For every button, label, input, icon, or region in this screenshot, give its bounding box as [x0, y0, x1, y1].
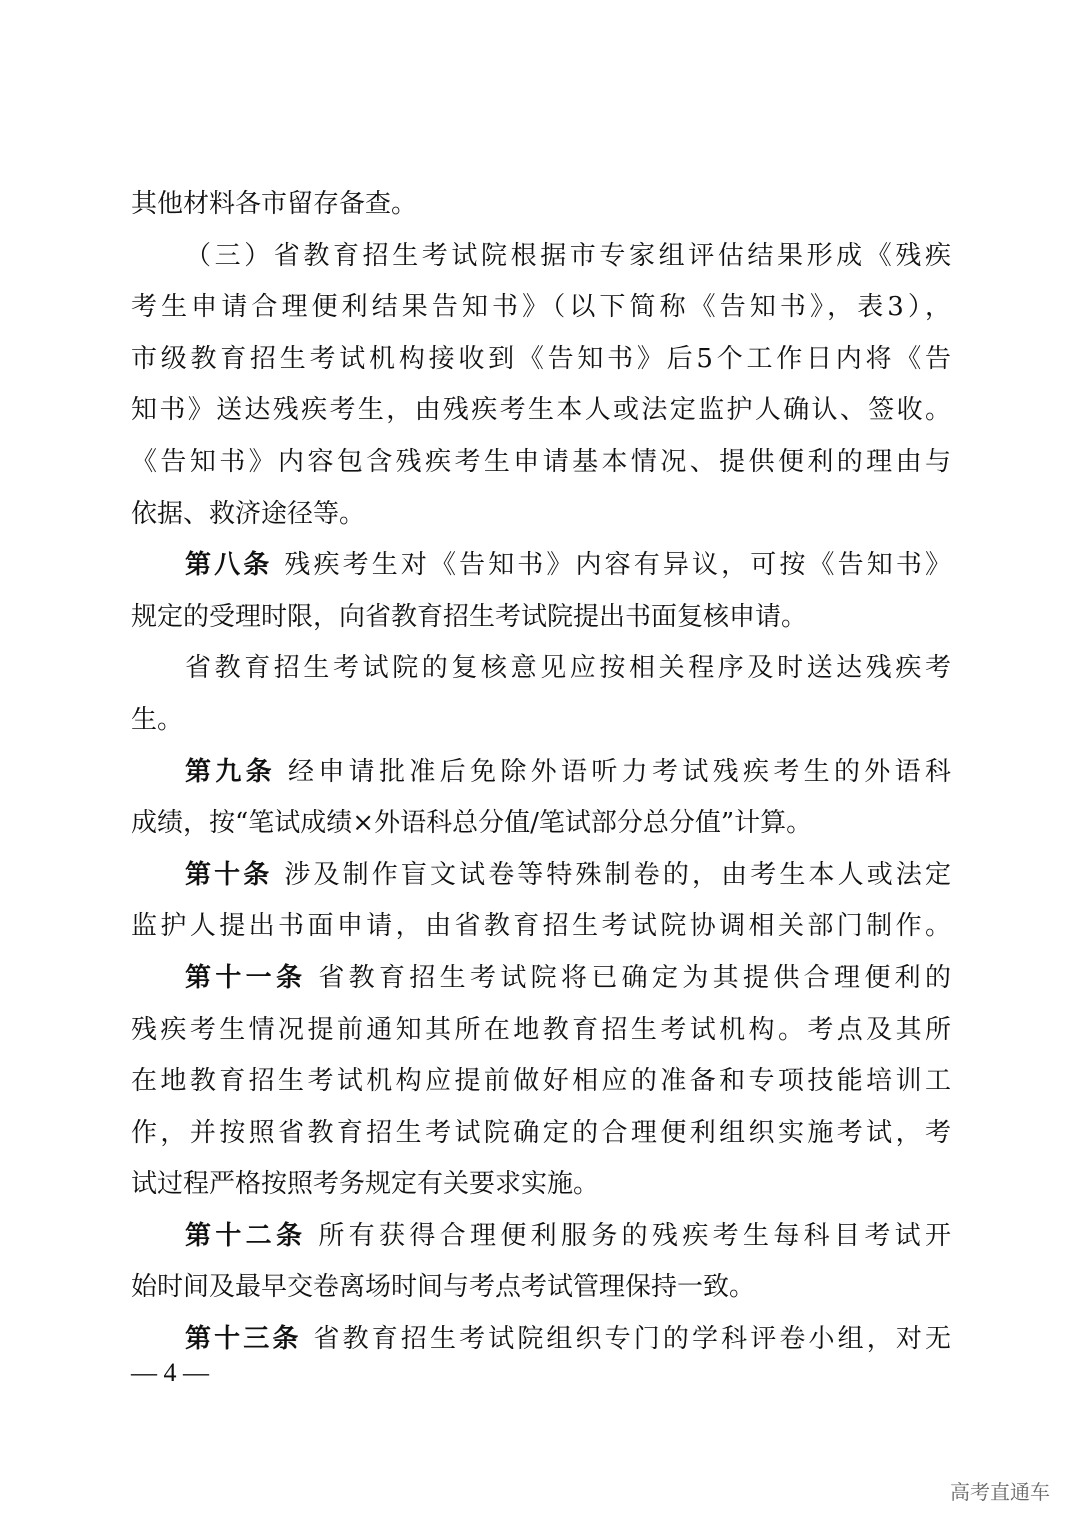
page-number: — 4 —: [131, 1358, 209, 1387]
text-line: [131, 850, 951, 902]
line-text: 涉及制作盲文试卷等特殊制卷的，由考生本人或法定: [284, 859, 951, 890]
text-line: [131, 1211, 951, 1263]
text-line: [131, 540, 951, 592]
line-text: 始时间及最早交卷离场时间与考点考试管理保持一致。: [131, 1272, 756, 1303]
text-line: [131, 695, 951, 747]
article-heading: 第十三条: [185, 1324, 302, 1355]
line-text: 省教育招生考试院组织专门的学科评卷小组，对无: [313, 1324, 951, 1355]
line-text: （三）省教育招生考试院根据市专家组评估结果形成《残疾: [185, 240, 951, 271]
text-line: [131, 231, 951, 283]
line-text: 经申请批准后免除外语听力考试残疾考生的外语科: [288, 756, 951, 787]
line-text: 所有获得合理便利服务的残疾考生每科目考试开: [318, 1220, 951, 1251]
text-line: [131, 1159, 951, 1211]
article-heading: 第十条: [185, 859, 273, 890]
text-line: [131, 437, 951, 489]
line-text: 省教育招生考试院将已确定为其提供合理便利的: [318, 962, 951, 993]
text-line: [131, 747, 951, 799]
line-text: 其他材料各市留存备查。: [131, 189, 418, 219]
text-line: [131, 953, 951, 1005]
line-text: 生。: [131, 704, 184, 735]
article-heading: 第九条: [185, 756, 276, 787]
watermark: 高考直通车: [950, 1480, 1050, 1504]
article-heading: 第十一条: [185, 962, 307, 993]
line-text: 考生申请合理便利结果告知书》（以下简称《告知书》，表3），: [131, 292, 951, 323]
document-body: [131, 179, 951, 1366]
line-text: 《告知书》内容包含残疾考生申请基本情况、提供便利的理由与: [131, 446, 951, 477]
text-line: [131, 1314, 951, 1366]
text-line: [131, 489, 951, 541]
text-line: [131, 1262, 951, 1314]
line-text: 残疾考生情况提前通知其所在地教育招生考试机构。考点及其所: [131, 1014, 951, 1045]
text-line: [131, 901, 951, 953]
text-line: [131, 385, 951, 437]
line-text: 省教育招生考试院的复核意见应按相关程序及时送达残疾考: [185, 653, 951, 684]
line-text: 监护人提出书面申请，由省教育招生考试院协调相关部门制作。: [131, 911, 951, 942]
line-text: 市级教育招生考试机构接收到《告知书》后5个工作日内将《告: [131, 343, 951, 374]
text-line: [131, 1108, 951, 1160]
article-heading: 第八条: [185, 550, 273, 581]
line-text: 依据、救济途径等。: [131, 498, 366, 529]
line-text: 试过程严格按照考务规定有关要求实施。: [131, 1169, 600, 1200]
text-line: [131, 179, 951, 231]
text-line: [131, 1056, 951, 1108]
text-line: [131, 282, 951, 334]
line-text: 在地教育招生考试机构应提前做好相应的准备和专项技能培训工: [131, 1066, 951, 1097]
line-text: 规定的受理时限，向省教育招生考试院提出书面复核申请。: [131, 601, 808, 632]
line-text: 知书》送达残疾考生，由残疾考生本人或法定监护人确认、签收。: [131, 395, 951, 426]
text-line: [131, 643, 951, 695]
line-text: 成绩，按“笔试成绩×外语科总分值/笔试部分总分值”计算。: [131, 808, 813, 839]
text-line: [131, 592, 951, 644]
line-text: 残疾考生对《告知书》内容有异议，可按《告知书》: [284, 550, 951, 581]
text-line: [131, 334, 951, 386]
text-line: [131, 1005, 951, 1057]
text-line: [131, 798, 951, 850]
line-text: 作，并按照省教育招生考试院确定的合理便利组织实施考试，考: [131, 1117, 951, 1148]
article-heading: 第十二条: [185, 1220, 307, 1251]
